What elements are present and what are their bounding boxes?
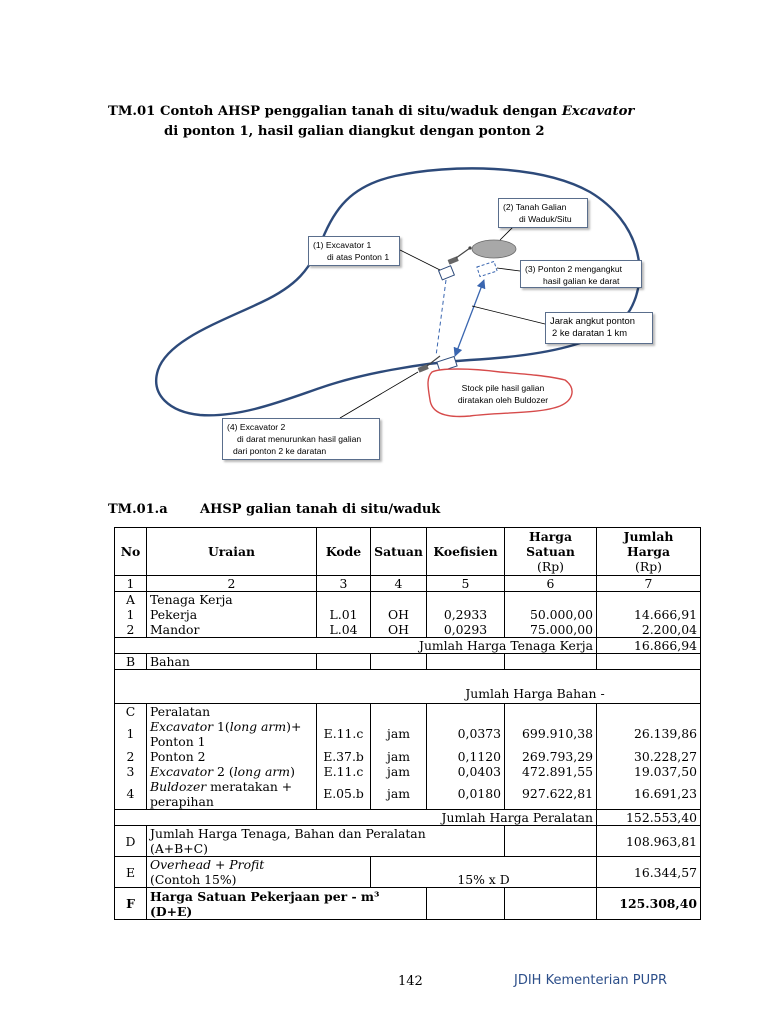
row-kode: L.04 [329, 622, 358, 637]
row-uraian-italic: Excavator [150, 764, 214, 779]
row-e-formula: 15% x D [371, 857, 597, 888]
header-no: No [115, 528, 147, 576]
dashed-route [436, 280, 446, 356]
row-koef: 0,0180 [457, 786, 501, 801]
row-jumlah: 19.037,50 [633, 764, 697, 779]
callout-exc2-line1: (4) Excavator 2 [227, 422, 286, 432]
row-uraian [150, 719, 313, 734]
section-b-row [115, 654, 701, 670]
row-uraian-line2: Ponton 1 [150, 734, 206, 749]
row-uraian-italic: long arm [233, 764, 291, 779]
footer-organization: JDIH Kementerian PUPR [514, 973, 667, 988]
colnum: 4 [371, 576, 427, 592]
stockpile-line1: Stock pile hasil galian [461, 383, 545, 393]
header-jumlah-harga [597, 528, 701, 576]
section-b-no: B [115, 654, 147, 670]
row-harga: 50.000,00 [529, 607, 593, 622]
row-f-label-l2: (D+E) [150, 903, 193, 919]
subtotal-row-a [115, 638, 701, 654]
ponton-2-dashed [477, 261, 497, 276]
row-satuan: jam [387, 764, 410, 779]
colnum: 3 [317, 576, 371, 592]
row-uraian-italic: long arm [229, 719, 287, 734]
header-koefisien: Koefisien [427, 528, 505, 576]
stockpile-line2: diratakan oleh Buldozer [457, 395, 549, 405]
header-harga-l3: (Rp) [537, 559, 564, 574]
header-harga-l2: Satuan [526, 544, 575, 559]
header-jumlah-l2: Harga [627, 544, 670, 559]
colnum: 7 [597, 576, 701, 592]
callout-tanah-line1: (2) Tanah Galian [503, 202, 567, 212]
callout-exc2-line3: dari ponton 2 ke daratan [233, 446, 327, 456]
table-row [115, 592, 701, 638]
column-number-row [115, 576, 701, 592]
row-satuan: OH [388, 622, 409, 637]
row-no: 2 [126, 749, 135, 764]
callout-ponton2-line1: (3) Ponton 2 mengangkut [525, 264, 622, 274]
row-kode: E.11.c [323, 726, 364, 741]
section-b-label: Bahan [147, 654, 317, 670]
row-e-label-italic: Overhead + Profit [150, 857, 265, 872]
row-no: 1 [126, 607, 135, 622]
row-kode: E.05.b [323, 786, 364, 801]
row-koef: 0,0403 [457, 764, 501, 779]
header-jumlah-l3: (Rp) [635, 559, 662, 574]
page-heading [108, 102, 728, 142]
row-kode: E.37.b [323, 749, 364, 764]
header-harga-l1: Harga [529, 529, 572, 544]
row-kode: E.11.c [323, 764, 364, 779]
row-uraian [150, 779, 313, 794]
header-harga-satuan [505, 528, 597, 576]
row-kode: L.01 [329, 607, 358, 622]
row-uraian-text: meratakan + [206, 779, 293, 794]
row-d-value: 108.963,81 [597, 826, 701, 857]
row-harga: 75.000,00 [529, 622, 593, 637]
row-f-value: 125.308,40 [597, 888, 701, 920]
callout-excavator-1 [308, 236, 400, 266]
heading-line1-italic: Excavator [561, 104, 635, 119]
heading-line1: Contoh AHSP penggalian tanah di situ/waduk dengan [159, 104, 562, 119]
colnum: 6 [505, 576, 597, 592]
header-row [115, 528, 701, 576]
page-number: 142 [398, 974, 423, 989]
row-uraian: Pekerja [150, 607, 198, 622]
ponton-route-arrow [455, 280, 484, 356]
row-koef: 0,1120 [457, 749, 501, 764]
subtotal-c-label: Jumlah Harga Peralatan [115, 810, 597, 826]
pointer-ponton2 [497, 268, 520, 271]
row-satuan: jam [387, 786, 410, 801]
heading-code: TM.01 [108, 104, 156, 119]
row-uraian-line2: perapihan [150, 794, 214, 809]
excavation-mound [472, 240, 516, 258]
header-jumlah-l1: Jumlah [623, 529, 674, 544]
header-uraian: Uraian [147, 528, 317, 576]
row-harga: 927.622,81 [522, 786, 593, 801]
row-e-label-l2: (Contoh 15%) [150, 872, 237, 887]
row-uraian: Mandor [150, 622, 200, 637]
callout-ponton2-line2: hasil galian ke darat [543, 276, 620, 286]
row-jumlah: 26.139,86 [633, 726, 697, 741]
row-jumlah: 14.666,91 [633, 607, 697, 622]
subtotal-b-label: Jumlah Harga Bahan [115, 670, 597, 704]
callout-exc2-line2: di darat menurunkan hasil galian [237, 434, 362, 444]
subtotal-c-value: 152.553,40 [597, 810, 701, 826]
row-satuan: jam [387, 749, 410, 764]
section-a-label: Tenaga Kerja [150, 592, 233, 607]
row-koef: 0,0293 [443, 622, 488, 637]
row-e-no: E [115, 857, 147, 888]
callout-jarak-line1: Jarak angkut ponton [550, 315, 635, 326]
row-satuan: jam [387, 726, 410, 741]
row-uraian-text: )+ [286, 719, 302, 734]
callout-jarak [545, 312, 653, 344]
row-f [115, 888, 701, 920]
heading-line2: di ponton 1, hasil galian diangkut dengan ponton 2 [164, 124, 545, 139]
row-no: 2 [126, 622, 135, 637]
pointer-jarak [472, 306, 545, 324]
row-koef: 0,2933 [443, 607, 488, 622]
row-d-no: D [115, 826, 147, 857]
ahsp-table [114, 527, 701, 920]
row-koef: 0,0373 [457, 726, 501, 741]
callout-jarak-line2: 2 ke daratan 1 km [552, 327, 628, 338]
callout-tanah-line2: di Waduk/Situ [519, 214, 572, 224]
row-no: 1 [126, 726, 135, 741]
subtotal-row-c [115, 810, 701, 826]
section-c-label: Peralatan [150, 704, 211, 719]
row-uraian [150, 764, 313, 779]
table-heading-code: TM.01.a [108, 502, 168, 517]
row-e [115, 857, 701, 888]
row-uraian-italic: Buldozer [150, 779, 207, 794]
table-heading-title: AHSP galian tanah di situ/waduk [200, 502, 441, 517]
row-d-label-l2: (A+B+C) [150, 841, 208, 856]
pointer-exc1 [400, 250, 440, 270]
row-uraian-italic: Excavator [150, 719, 214, 734]
row-no: 4 [126, 786, 135, 801]
excavation-diagram [0, 160, 768, 480]
callout-excavator-2 [222, 418, 380, 460]
row-no: 3 [126, 764, 135, 779]
table-heading [108, 502, 440, 517]
row-d [115, 826, 701, 857]
row-f-no: F [115, 888, 147, 920]
row-uraian-text: 2 ( [213, 764, 234, 779]
row-jumlah: 16.691,23 [633, 786, 697, 801]
callout-exc1-line2: di atas Ponton 1 [327, 252, 390, 262]
subtotal-row-b [115, 670, 701, 704]
subtotal-a-value: 16.866,94 [597, 638, 701, 654]
row-uraian: Ponton 2 [150, 749, 206, 764]
row-uraian-text: 1( [213, 719, 230, 734]
colnum: 2 [147, 576, 317, 592]
row-jumlah: 2.200,04 [641, 622, 697, 637]
table-row [115, 704, 701, 810]
subtotal-b-value: - [597, 670, 701, 704]
row-e-value: 16.344,57 [597, 857, 701, 888]
row-f-label-l1: Harga Satuan Pekerjaan per - m³ [150, 888, 380, 904]
header-kode: Kode [317, 528, 371, 576]
section-a-no: A [126, 592, 135, 607]
section-c-no: C [125, 704, 136, 719]
row-uraian-text: ) [290, 764, 295, 779]
callout-ponton-2 [520, 260, 642, 288]
callout-exc1-line1: (1) Excavator 1 [313, 240, 372, 250]
subtotal-a-label: Jumlah Harga Tenaga Kerja [115, 638, 597, 654]
row-d-label-l1: Jumlah Harga Tenaga, Bahan dan Peralatan [150, 826, 426, 841]
stockpile-label [448, 382, 558, 406]
row-harga: 472.891,55 [522, 764, 593, 779]
colnum: 1 [115, 576, 147, 592]
excavator-1-icon [439, 246, 472, 279]
row-harga: 699.910,38 [522, 726, 593, 741]
row-satuan: OH [388, 607, 409, 622]
colnum: 5 [427, 576, 505, 592]
row-jumlah: 30.228,27 [633, 749, 697, 764]
callout-tanah-galian [498, 198, 588, 228]
row-harga: 269.793,29 [522, 749, 593, 764]
header-satuan: Satuan [371, 528, 427, 576]
